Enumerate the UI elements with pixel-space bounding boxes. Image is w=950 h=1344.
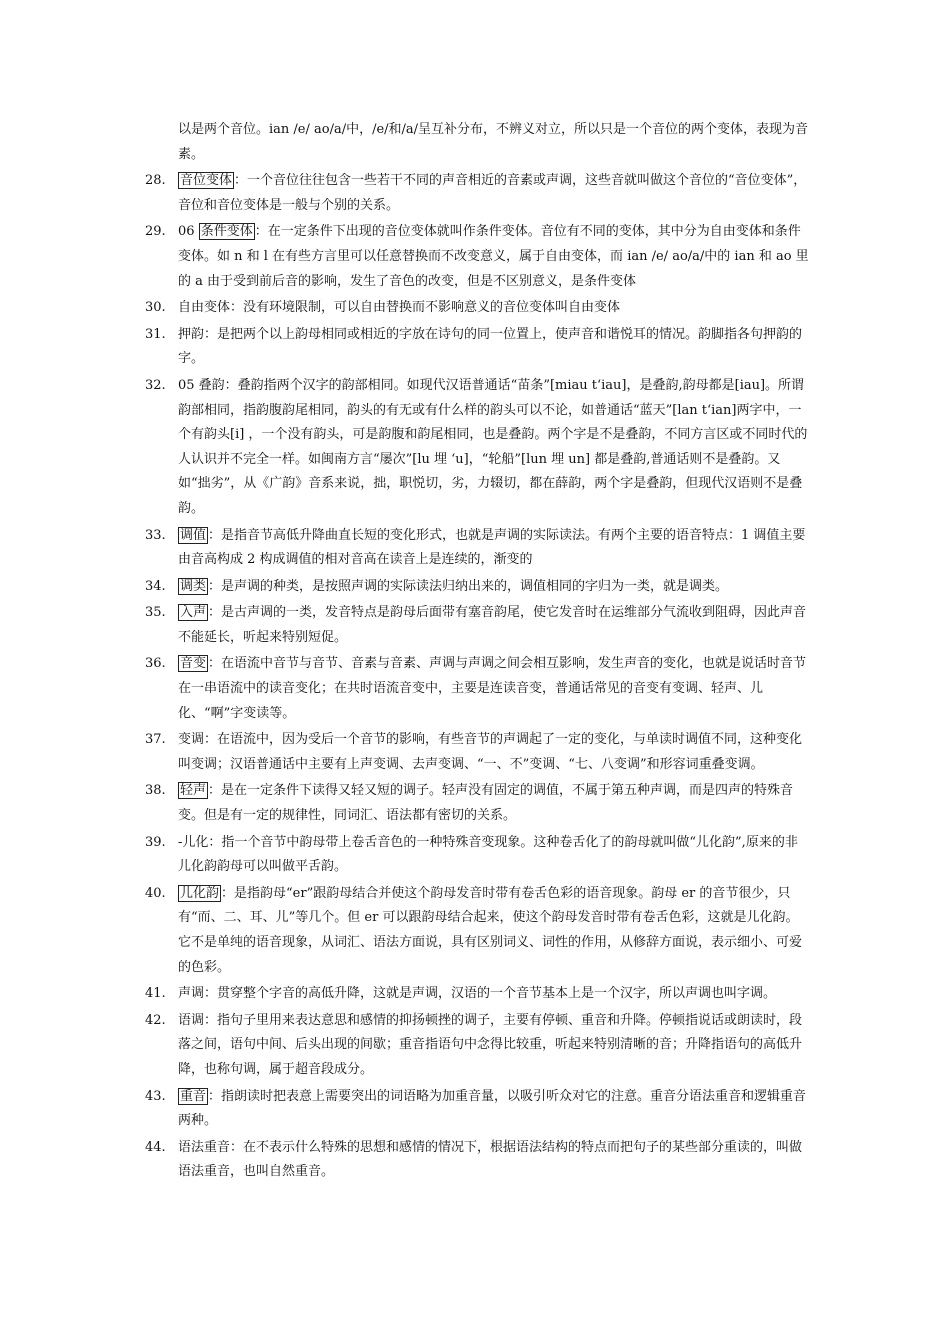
entry-44 — [145, 1136, 810, 1185]
entry-term: 轻声 — [180, 783, 207, 799]
entry-number: 28. — [145, 173, 166, 189]
entry-term: 调值 — [180, 527, 207, 543]
entry-34 — [145, 575, 810, 600]
entry-number: 33. — [145, 527, 166, 543]
entry-number: 29. — [145, 224, 166, 240]
entry-text: ：是指音节高低升降曲直长短的变化形式，也就是声调的实际读法。有两个主要的语音特点：1 调值主要由音高构成 2 构成调值的相对音高在读音上是连续的，渐变的 — [178, 527, 806, 568]
entry-number: 43. — [145, 1088, 166, 1104]
entry-term: 重音 — [180, 1088, 207, 1104]
entry-number: 30. — [145, 300, 166, 316]
entry-number: 34. — [145, 578, 166, 594]
entry-number: 42. — [145, 1012, 166, 1028]
entry-term: 儿化韵 — [180, 885, 220, 901]
entry-33 — [145, 524, 810, 573]
entry-30 — [145, 296, 810, 321]
entry-text: 05 叠韵：叠韵指两个汉字的韵部相同。如现代汉语普通话“苗条”[miau t‘iau]，是叠韵,韵母都是[iau]。所谓韵部相同，指韵腹韵尾相同，韵头的有无或有什么样的韵头可以不论，如普通话“蓝天”[lan t‘ian]两字中，一个有韵头[i] ，一个没有韵头，可是韵腹和韵尾相同，也是叠韵。两个字是不是叠韵，不同方言区或不同时代的人认识并不完全一样。如闽南方言“屡次”[lu 埋 ‘u]，“轮船”[lun 埋 un] 都是叠韵,普通话则不是叠韵。又如“拙劣”，从《广韵》音系来说，拙，职悦切，劣，力辍切，都在薛韵，两个字是叠韵，但现代汉语则不是叠韵。 — [178, 377, 808, 516]
entry-term: 音变 — [180, 656, 207, 672]
entry-number: 36. — [145, 656, 166, 672]
entry-text: ：一个音位往往包含一些若干不同的声音相近的音素或声调，这些音就叫做这个音位的“音位变体”，音位和音位变体是一般与个别的关系。 — [178, 173, 807, 213]
entry-number: 38. — [145, 783, 166, 799]
entry-number: 35. — [145, 605, 166, 621]
entry-number: 37. — [145, 732, 166, 748]
entry-28 — [145, 169, 810, 218]
entry-text: -儿化：指一个音节中韵母带上卷舌音色的一种特殊音变现象。这种卷舌化了的韵母就叫做“儿化韵”,原来的非儿化韵韵母可以叫做平舌韵。 — [178, 834, 798, 875]
entry-36 — [145, 652, 810, 726]
entry-text: ：指朗读时把表意上需要突出的词语略为加重音量，以吸引听众对它的注意。重音分语法重音和逻辑重音两种。 — [178, 1088, 807, 1129]
entry-35 — [145, 601, 810, 650]
entry-text: ：在语流中音节与音节、音素与音素、声调与声调之间会相互影响，发生声音的变化，也就是说话时音节在一串语流中的读音变化；在共时语流音变中，主要是连读音变，普通话常见的音变有变调、轻声、儿化、“啊”字变读等。 — [178, 656, 807, 721]
entry-text: ：是在一定条件下读得又轻又短的调子。轻声没有固定的调值，不属于第五种声调，而是四声的特殊音变。但是有一定的规律性，同词汇、语法都有密切的关系。 — [178, 783, 794, 824]
entry-42 — [145, 1009, 810, 1083]
entry-31 — [145, 323, 810, 372]
entry-number: 32. — [145, 377, 166, 393]
entry-text: 语法重音：在不表示什么特殊的思想和感情的情况下，根据语法结构的特点而把句子的某些部分重读的，叫做语法重音，也叫自然重音。 — [178, 1139, 803, 1180]
entry-text: 自由变体：没有环境限制，可以自由替换而不影响意义的音位变体叫自由变体 — [178, 300, 621, 316]
entry-text: ：在一定条件下出现的音位变体就叫作条件变体。音位有不同的变体，其中分为自由变体和条件变体。如 n 和 l 在有些方言里可以任意替换而不改变意义，属于自由变体，而 ian /e/ ao/a/中的 ian 和 ao 里的 a 由于受到前后音的影响，发生了音色的改变，但是不区别意义，是条件变体 — [178, 224, 809, 289]
entry-number: 31. — [145, 326, 166, 342]
entry-number: 39. — [145, 834, 166, 850]
entry-text: 声调：贯穿整个字音的高低升降，这就是声调，汉语的一个音节基本上是一个汉字，所以声调也叫字调。 — [178, 986, 777, 1002]
entry-text: 押韵：是把两个以上韵母相同或相近的字放在诗句的同一位置上，使声音和谐悦耳的情况。韵脚指各句押韵的字。 — [178, 326, 803, 367]
entry-38 — [145, 779, 810, 828]
entry-29 — [145, 220, 810, 294]
entry-term: 音位变体 — [180, 173, 233, 189]
entry-term: 入声 — [180, 605, 207, 621]
entry-prefix: 06 — [178, 224, 199, 240]
entry-39 — [145, 831, 810, 880]
entry-41 — [145, 982, 810, 1007]
glossary-list — [145, 118, 810, 1187]
entry-40 — [145, 882, 810, 980]
entry-text: ：是指韵母“er”跟韵母结合并使这个韵母发音时带有卷舌色彩的语音现象。韵母 er 的音节很少，只有“而、二、耳、儿”等几个。但 er 可以跟韵母结合起来，使这个韵母发音时带有卷舌色彩，这就是儿化韵。它不是单纯的语音现象，从词汇、语法方面说，具有区别词义、词性的作用，从修辞方面说，表示细小、可爱的色彩。 — [178, 885, 803, 975]
entry-number: 40. — [145, 885, 166, 901]
entry-term: 调类 — [180, 578, 207, 594]
entry-text: ：是声调的种类，是按照声调的实际读法归纳出来的，调值相同的字归为一类，就是调类。 — [208, 578, 729, 594]
entry-37 — [145, 728, 810, 777]
entry-number: 44. — [145, 1139, 166, 1155]
entry-text: 语调：指句子里用来表达意思和感情的抑扬顿挫的调子，主要有停顿、重音和升降。停顿指说话或朗读时，段落之间，语句中间、后头出现的间歇；重音指语句中念得比较重，听起来特别清晰的音；升降指语句的高低升降，也称句调，属于超音段成分。 — [178, 1012, 803, 1077]
entry-term: 条件变体 — [200, 224, 253, 240]
entry-43 — [145, 1085, 810, 1134]
entry-number: 41. — [145, 986, 166, 1002]
continuation-paragraph: 以是两个音位。ian /e/ ao/a/中，/e/和/a/呈互补分布，不辨义对立，所以只是一个音位的两个变体，表现为音素。 — [178, 122, 809, 162]
entry-text: 变调：在语流中，因为受后一个音节的影响，有些音节的声调起了一定的变化，与单读时调值不同，这种变化叫变调；汉语普通话中主要有上声变调、去声变调、“一、不”变调、“七、八变调”和形容词重叠变调。 — [178, 732, 803, 772]
entry-text: ：是古声调的一类，发音特点是韵母后面带有塞音韵尾，使它发音时在运维部分气流收到阻碍，因此声音不能延长，听起来特别短促。 — [178, 605, 807, 645]
entry-32 — [145, 374, 810, 522]
